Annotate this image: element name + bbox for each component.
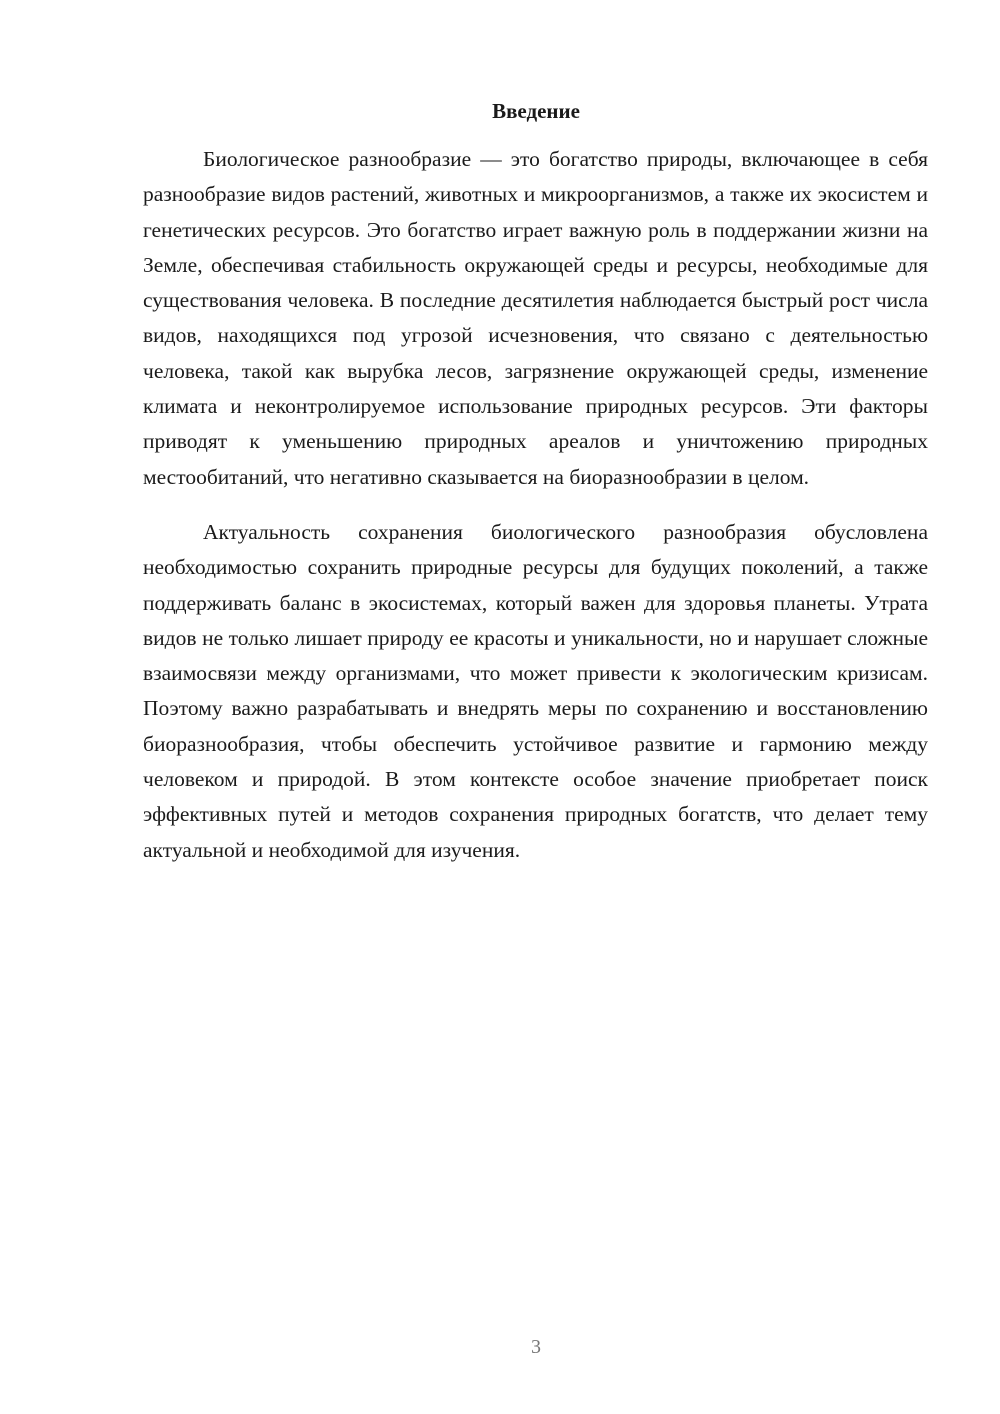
section-heading: Введение xyxy=(492,99,580,123)
body-text xyxy=(143,142,928,868)
paragraph-biodiversity-definition: Биологическое разнообразие — это богатство природы, включающее в себя разнообразие видов растений, животных и микроорганизмов, а также их экосистем и генетических ресурсов. Это богатство играет важную роль в поддержании жизни на Земле, обеспечивая стабильность окружающей среды и ресурсы, необходимые для существования человека. В последние десятилетия наблюдается быстрый рост числа видов, находящихся под угрозой исчезновения, что связано с деятельностью человека, такой как вырубка лесов, загрязнение окружающей среды, изменение климата и неконтролируемое использование природных ресурсов. Эти факторы приводят к уменьшению природных ареалов и уничтожению природных местообитаний, что негативно сказывается на биоразнообразии в целом. xyxy=(143,147,928,489)
paragraph-relevance: Актуальность сохранения биологического разнообразия обусловлена необходимостью сохранить природные ресурсы для будущих поколений, а также поддерживать баланс в экосистемах, который важен для здоровья планеты. Утрата видов не только лишает природу ее красоты и уникальности, но и нарушает сложные взаимосвязи между организмами, что может привести к экологическим кризисам. Поэтому важно разрабатывать и внедрять меры по сохранению и восстановлению биоразнообразия, чтобы обеспечить устойчивое развитие и гармонию между человеком и природой. В этом контексте особое значение приобретает поиск эффективных путей и методов сохранения природных богатств, что делает тему актуальной и необходимой для изучения. xyxy=(143,519,928,862)
page-number: 3 xyxy=(531,1336,541,1358)
